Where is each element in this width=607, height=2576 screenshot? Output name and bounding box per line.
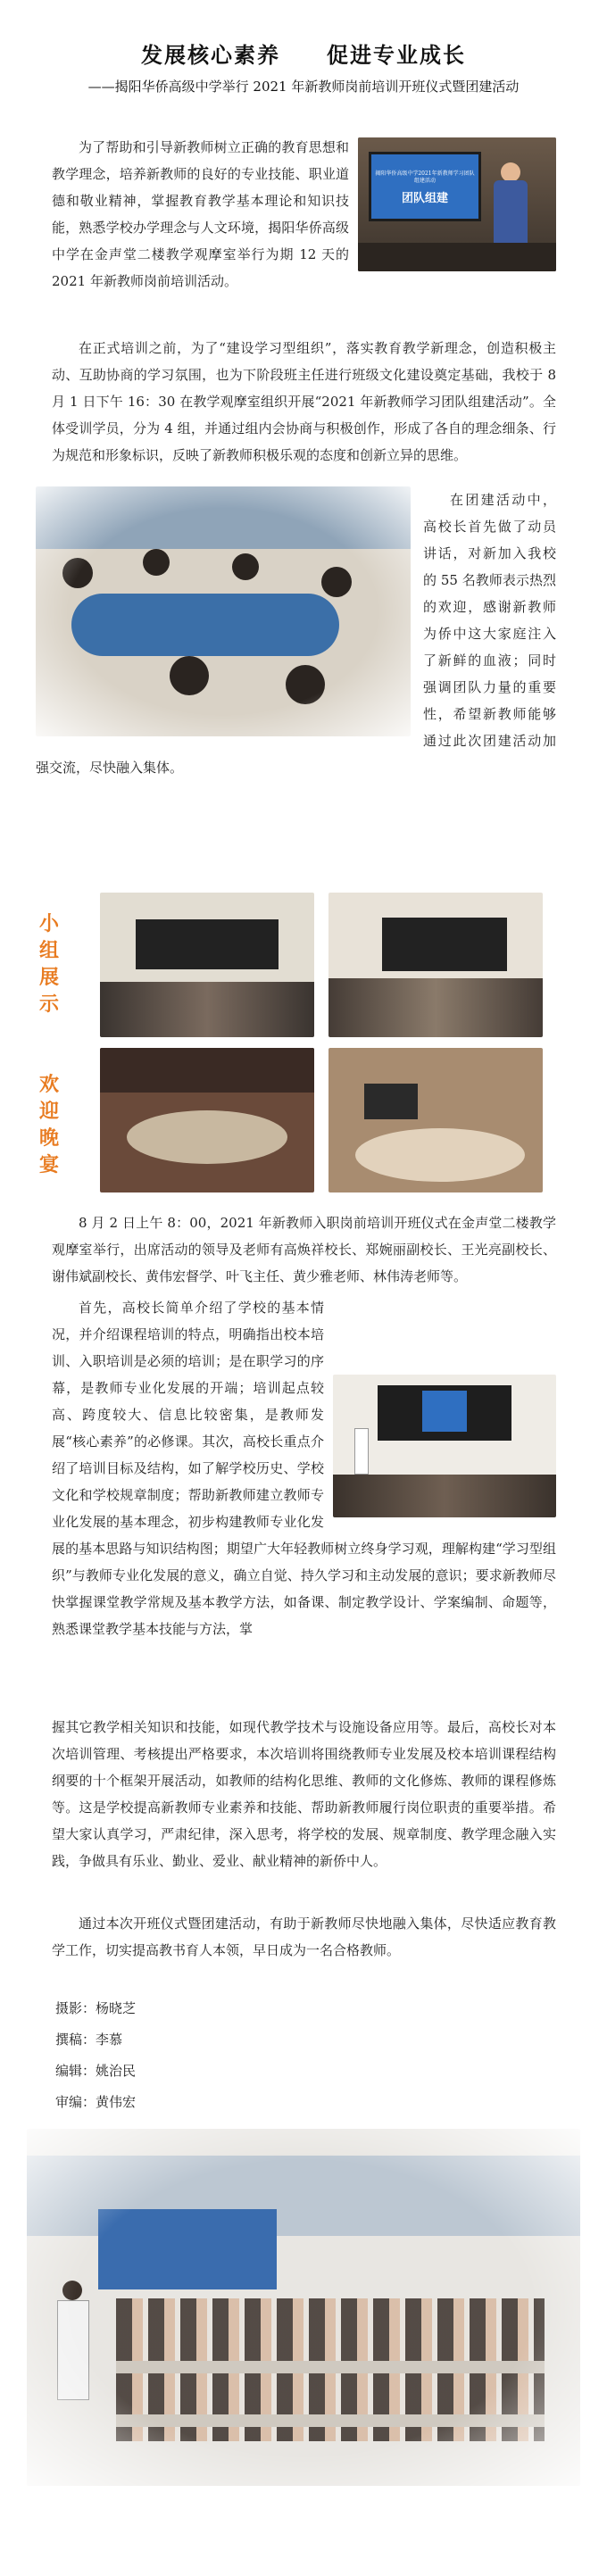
window-area xyxy=(36,486,411,549)
speaker-body xyxy=(57,2300,89,2400)
paragraph-intro: 为了帮助和引导新教师树立正确的教育思想和教学理念，培养新教师的良好的专业技能、职业道德和敬业精神，掌握教育教学基本理论和知识技能，熟悉学校办学理念与人文环境，揭阳华侨高级中学在金声堂二楼教学观摩室举行为期 12 天的 2021 年新教师岗前培训活动。 xyxy=(52,139,349,289)
projector-screen xyxy=(378,1385,511,1441)
audience-row xyxy=(358,243,556,271)
speaker-head xyxy=(62,2281,82,2300)
label-group-show: 小组展示 xyxy=(38,912,59,1016)
photo-classroom-audience xyxy=(27,2129,580,2486)
paragraph-ceremony: 8 月 2 日上午 8：00，2021 年新教师入职岗前培训开班仪式在金声堂二楼教学观摩室举行，出席活动的领导及老师有高焕祥校长、郑婉丽副校长、王光亮副校长、谢伟斌副校长、黄伟宏督学、叶飞主任、黄少雅老师、林伟涛老师等。 xyxy=(52,1215,556,1284)
credit-name: 李慕 xyxy=(96,2032,123,2048)
crowd xyxy=(328,978,543,1037)
credit-name: 黄伟宏 xyxy=(96,2094,137,2110)
page-title: 发展核心素养 促进专业成长 xyxy=(141,42,466,68)
credit-role: 编辑： xyxy=(55,2063,96,2079)
paragraph-speech: 首先，高校长简单介绍了学校的基本情况，并介绍课程培训的特点，明确指出校本培训、入职培训是必须的培训；是在职学习的序幕，是教师专业化发展的开端；培训起点较高、跨度较大、信息比较密集，是教师发展“核心素养”的必修课。其次，高校长重点介绍了培训目标及结构，如了解学校历史、学校文化和学校规章制度；帮助新教师建立教师专业化发展的基本理念，初步构建教师专业化发展的基本思路与知识结构图；期望广大年轻教师树立终身学习观，理解构建“学习型组织”与教师专业化发展的意义，确立自觉、持久学习和主动发展的意识；要求新教师尽快掌握课堂教学常规及基本教学方法，如备课、制定教学设计、学案编制、命题等，熟悉课堂教学基本技能与方法，掌 xyxy=(52,1300,556,1637)
photo-group-show-2 xyxy=(328,893,543,1037)
person-head xyxy=(143,549,170,576)
desk-row xyxy=(116,2361,545,2373)
credit-reviewer xyxy=(55,2093,136,2111)
projector-screen xyxy=(369,152,481,221)
photo-group-show-1 xyxy=(100,893,314,1037)
page-subtitle: ——揭阳华侨高级中学举行 2021 年新教师岗前培训开班仪式暨团建活动 xyxy=(87,79,520,95)
person-head xyxy=(62,558,93,588)
dinner-table xyxy=(127,1110,287,1164)
speaker xyxy=(354,1428,369,1475)
credit-photographer xyxy=(55,1999,136,2017)
speech-block xyxy=(52,1294,556,1642)
screen-title: 团队组建 xyxy=(401,192,448,205)
photo-group-discussion xyxy=(36,486,411,736)
crowd xyxy=(100,982,314,1037)
curtain xyxy=(98,2209,277,2289)
screen-slide xyxy=(422,1391,467,1432)
tv-screen xyxy=(364,1084,418,1119)
credit-role: 摄影： xyxy=(55,2000,96,2016)
intro-block xyxy=(52,134,556,295)
background-wall xyxy=(100,1048,314,1093)
person-head xyxy=(170,656,209,695)
paragraph-before: 在正式培训之前，为了“建设学习型组织”，落实教育教学新理念，创造积极主动、互助协商的学习氛围，也为下阶段班主任进行班级文化建设奠定基础，我校于 8 月 1 日下午 16：30 在教学观摩室组织开展“2021 年新教师学习团队组建活动”。全体受训学员，分为 4 组，并通过组内会协商与积极创作，形成了各自的理念细条、行为规范和形象标识，反映了新教师积极乐观的态度和创新立异的思维。 xyxy=(52,340,556,463)
paragraph-continued: 握其它教学相关知识和技能，如现代教学技术与设施设备应用等。最后，高校长对本次培训管理、考核提出严格要求，本次培训将围绕教师专业发展及校本培训课程结构纲要的十个框架开展活动，如教师的结构化思维、教师的文化修炼、教师的课程修炼等。这是学校提高新教师专业素养和技能、帮助新教师履行岗位职责的重要举措。希望大家认真学习，严肃纪律，深入思考，将学校的发展、规章制度、教学理念融入实践，争做具有乐业、勤业、爱业、献业精神的新侨中人。 xyxy=(52,1719,556,1869)
paragraph-closing: 通过本次开班仪式暨团建活动，有助于新教师尽快地融入集体，尽快适应教育教学工作，切实提高教书育人本领，早日成为一名合格教师。 xyxy=(52,1915,556,1958)
credit-role: 撰稿： xyxy=(55,2032,96,2048)
credits-block xyxy=(55,1999,136,2111)
person-head xyxy=(232,553,259,580)
photo-principal-speech xyxy=(333,1375,556,1517)
blackboard xyxy=(382,918,507,971)
person-head xyxy=(286,665,325,704)
photo-welcome-party-2 xyxy=(328,1048,543,1192)
credit-role: 审编： xyxy=(55,2094,96,2110)
credit-name: 杨晓芝 xyxy=(96,2000,137,2016)
credit-writer xyxy=(55,2031,136,2048)
photo-speaker-team-building xyxy=(358,137,556,271)
speaker-head xyxy=(501,162,520,182)
team-block xyxy=(36,486,556,781)
screen-caption: 揭阳华侨高级中学2021年新教师学习团队组建活动 xyxy=(375,170,475,184)
label-welcome-party: 欢迎晚宴 xyxy=(38,1073,59,1176)
desk-row xyxy=(116,2414,545,2427)
dinner-table xyxy=(355,1128,525,1182)
paragraph-team: 在团建活动中，高校长首先做了动员讲话，对新加入我校的 55 名教师表示热烈的欢迎，感谢新教师为侨中这大家庭注入了新鲜的血液；同时强调团队力量的重要性，希望新教师能够通过此次团建活动加强交流，尽快融入集体。 xyxy=(36,492,556,776)
photo-welcome-party-1 xyxy=(100,1048,314,1192)
audience xyxy=(333,1475,556,1517)
speaker-body xyxy=(494,180,528,243)
person-head xyxy=(321,567,352,597)
blackboard xyxy=(136,919,279,969)
credit-editor xyxy=(55,2062,136,2080)
table-shape xyxy=(71,594,339,656)
credit-name: 姚治民 xyxy=(96,2063,137,2079)
